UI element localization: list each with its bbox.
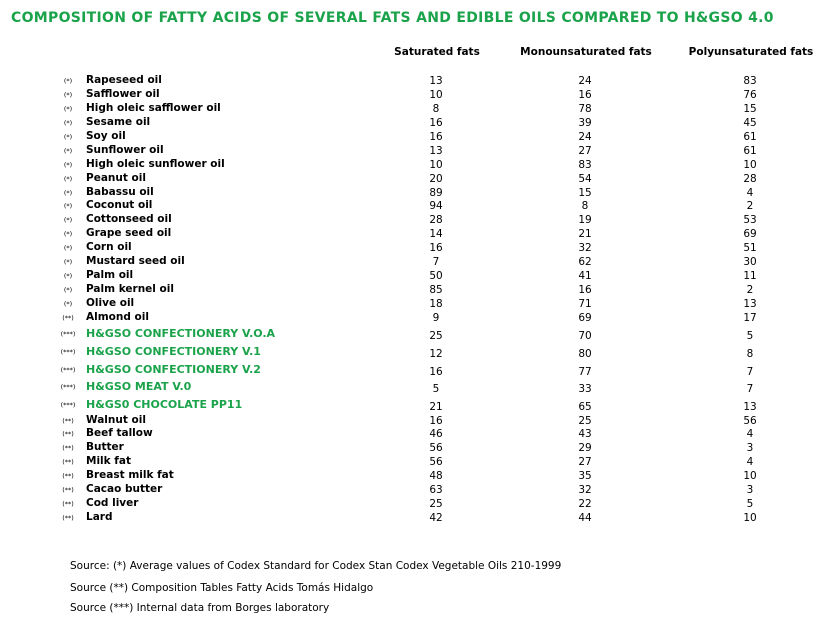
table-row — [0, 227, 819, 241]
monounsaturated-value: 24 — [578, 75, 592, 87]
oil-name: Babassu oil — [86, 186, 154, 198]
table-row — [0, 102, 819, 116]
source-marker: (**) — [62, 314, 74, 322]
saturated-value: 16 — [429, 366, 443, 378]
saturated-value: 14 — [429, 228, 443, 240]
polyunsaturated-value: 30 — [743, 256, 757, 268]
monounsaturated-value: 78 — [578, 103, 592, 115]
polyunsaturated-value: 2 — [746, 284, 754, 296]
saturated-value: 85 — [429, 284, 443, 296]
monounsaturated-value: 32 — [578, 484, 592, 496]
oil-name: Soy oil — [86, 130, 126, 142]
source-marker: (**) — [62, 417, 74, 425]
source-marker: (**) — [62, 430, 74, 438]
saturated-value: 56 — [429, 456, 443, 468]
oil-name: Sunflower oil — [86, 144, 164, 156]
table-row — [0, 414, 819, 428]
oil-name: High oleic safflower oil — [86, 102, 221, 114]
table-row — [0, 398, 819, 412]
saturated-value: 10 — [429, 89, 443, 101]
monounsaturated-value: 19 — [578, 214, 592, 226]
table-row — [0, 283, 819, 297]
monounsaturated-value: 16 — [578, 284, 592, 296]
polyunsaturated-value: 11 — [743, 270, 757, 282]
oil-name: Olive oil — [86, 297, 135, 309]
oil-name: Butter — [86, 441, 124, 453]
monounsaturated-value: 29 — [578, 442, 592, 454]
saturated-value: 5 — [432, 383, 440, 395]
polyunsaturated-value: 15 — [743, 103, 757, 115]
monounsaturated-value: 77 — [578, 366, 592, 378]
polyunsaturated-value: 7 — [746, 383, 754, 395]
polyunsaturated-value: 4 — [746, 428, 754, 440]
source-marker: (*) — [63, 147, 73, 155]
monounsaturated-value: 27 — [578, 145, 592, 157]
saturated-value: 63 — [429, 484, 443, 496]
saturated-value: 50 — [429, 270, 443, 282]
table-row — [0, 116, 819, 130]
source-marker: (**) — [62, 500, 74, 508]
product-name-highlighted: H&GSO MEAT V.0 — [86, 380, 192, 393]
page-title: COMPOSITION OF FATTY ACIDS OF SEVERAL FATS AND EDIBLE OILS COMPARED TO H&GSO 4.0 — [11, 10, 774, 26]
polyunsaturated-value: 5 — [746, 330, 754, 342]
saturated-value: 18 — [429, 298, 443, 310]
oil-name: Coconut oil — [86, 199, 153, 211]
table-row — [0, 172, 819, 186]
source-marker: (*) — [63, 91, 73, 99]
table-row — [0, 241, 819, 255]
monounsaturated-value: 39 — [578, 117, 592, 129]
source-marker: (***) — [60, 401, 76, 409]
table-row — [0, 269, 819, 283]
saturated-value: 21 — [429, 401, 443, 413]
polyunsaturated-value: 8 — [746, 348, 754, 360]
source-marker: (***) — [60, 383, 76, 391]
table-row — [0, 311, 819, 325]
source-marker: (*) — [63, 202, 73, 210]
oil-name: Cacao butter — [86, 483, 163, 495]
monounsaturated-value: 8 — [581, 200, 589, 212]
source-note-3: Source (***) Internal data from Borges laboratory — [70, 602, 330, 614]
saturated-value: 13 — [429, 145, 443, 157]
source-marker: (*) — [63, 230, 73, 238]
monounsaturated-value: 32 — [578, 242, 592, 254]
source-marker: (*) — [63, 77, 73, 85]
source-marker: (**) — [62, 444, 74, 452]
saturated-value: 16 — [429, 415, 443, 427]
column-header-saturated: Saturated fats — [394, 46, 480, 58]
source-marker: (**) — [62, 486, 74, 494]
saturated-value: 46 — [429, 428, 443, 440]
saturated-value: 16 — [429, 131, 443, 143]
polyunsaturated-value: 83 — [743, 75, 757, 87]
column-header-polyunsaturated: Polyunsaturated fats — [688, 46, 814, 58]
table-row — [0, 297, 819, 311]
saturated-value: 25 — [429, 498, 443, 510]
source-marker: (**) — [62, 458, 74, 466]
product-name-highlighted: H&GS0 CHOCOLATE PP11 — [86, 398, 243, 411]
source-marker: (*) — [63, 216, 73, 224]
oil-name: Sesame oil — [86, 116, 151, 128]
monounsaturated-value: 44 — [578, 512, 592, 524]
oil-name: Safflower oil — [86, 88, 160, 100]
polyunsaturated-value: 4 — [746, 456, 754, 468]
monounsaturated-value: 25 — [578, 415, 592, 427]
monounsaturated-value: 35 — [578, 470, 592, 482]
table-row — [0, 455, 819, 469]
monounsaturated-value: 21 — [578, 228, 592, 240]
source-marker: (*) — [63, 300, 73, 308]
table-row — [0, 511, 819, 525]
oil-name: Lard — [86, 511, 113, 523]
monounsaturated-value: 22 — [578, 498, 592, 510]
table-row — [0, 158, 819, 172]
polyunsaturated-value: 61 — [743, 145, 757, 157]
oil-name: Walnut oil — [86, 414, 146, 426]
polyunsaturated-value: 51 — [743, 242, 757, 254]
source-note-1: Source: (*) Average values of Codex Standard for Codex Stan Codex Vegetable Oils 210-1999 — [70, 560, 562, 572]
oil-name: Palm kernel oil — [86, 283, 174, 295]
saturated-value: 7 — [432, 256, 440, 268]
source-marker: (*) — [63, 161, 73, 169]
polyunsaturated-value: 13 — [743, 401, 757, 413]
polyunsaturated-value: 76 — [743, 89, 757, 101]
oil-name: Palm oil — [86, 269, 134, 281]
oil-name: Breast milk fat — [86, 469, 174, 481]
table-row — [0, 186, 819, 200]
monounsaturated-value: 43 — [578, 428, 592, 440]
polyunsaturated-value: 2 — [746, 200, 754, 212]
product-name-highlighted: H&GSO CONFECTIONERY V.1 — [86, 345, 261, 358]
table-row — [0, 144, 819, 158]
product-name-highlighted: H&GSO CONFECTIONERY V.O.A — [86, 327, 276, 340]
table-row — [0, 213, 819, 227]
monounsaturated-value: 69 — [578, 312, 592, 324]
polyunsaturated-value: 10 — [743, 470, 757, 482]
source-marker: (***) — [60, 366, 76, 374]
source-marker: (*) — [63, 175, 73, 183]
polyunsaturated-value: 13 — [743, 298, 757, 310]
polyunsaturated-value: 17 — [743, 312, 757, 324]
table-row — [0, 255, 819, 269]
monounsaturated-value: 24 — [578, 131, 592, 143]
saturated-value: 94 — [429, 200, 443, 212]
oil-name: Corn oil — [86, 241, 132, 253]
table-row — [0, 469, 819, 483]
source-marker: (*) — [63, 272, 73, 280]
polyunsaturated-value: 45 — [743, 117, 757, 129]
table-row — [0, 130, 819, 144]
polyunsaturated-value: 53 — [743, 214, 757, 226]
source-marker: (**) — [62, 472, 74, 480]
table-row — [0, 88, 819, 102]
monounsaturated-value: 27 — [578, 456, 592, 468]
saturated-value: 16 — [429, 117, 443, 129]
source-marker: (**) — [62, 514, 74, 522]
monounsaturated-value: 65 — [578, 401, 592, 413]
polyunsaturated-value: 3 — [746, 484, 754, 496]
oil-name: Grape seed oil — [86, 227, 172, 239]
oil-name: Mustard seed oil — [86, 255, 185, 267]
monounsaturated-value: 54 — [578, 173, 592, 185]
monounsaturated-value: 15 — [578, 187, 592, 199]
oil-name: Rapeseed oil — [86, 74, 162, 86]
polyunsaturated-value: 3 — [746, 442, 754, 454]
oil-name: Cod liver — [86, 497, 139, 509]
source-marker: (*) — [63, 189, 73, 197]
saturated-value: 8 — [432, 103, 440, 115]
monounsaturated-value: 33 — [578, 383, 592, 395]
source-marker: (*) — [63, 133, 73, 141]
table-row — [0, 345, 819, 359]
saturated-value: 48 — [429, 470, 443, 482]
table-row — [0, 327, 819, 341]
table-row — [0, 483, 819, 497]
monounsaturated-value: 62 — [578, 256, 592, 268]
polyunsaturated-value: 10 — [743, 159, 757, 171]
column-header-monounsaturated: Monounsaturated fats — [520, 46, 652, 58]
monounsaturated-value: 83 — [578, 159, 592, 171]
saturated-value: 89 — [429, 187, 443, 199]
polyunsaturated-value: 10 — [743, 512, 757, 524]
product-name-highlighted: H&GSO CONFECTIONERY V.2 — [86, 363, 261, 376]
saturated-value: 25 — [429, 330, 443, 342]
saturated-value: 28 — [429, 214, 443, 226]
polyunsaturated-value: 5 — [746, 498, 754, 510]
saturated-value: 20 — [429, 173, 443, 185]
source-marker: (*) — [63, 119, 73, 127]
oil-name: Peanut oil — [86, 172, 146, 184]
monounsaturated-value: 16 — [578, 89, 592, 101]
saturated-value: 9 — [432, 312, 440, 324]
oil-name: Cottonseed oil — [86, 213, 172, 225]
monounsaturated-value: 70 — [578, 330, 592, 342]
saturated-value: 13 — [429, 75, 443, 87]
saturated-value: 42 — [429, 512, 443, 524]
oil-name: High oleic sunflower oil — [86, 158, 225, 170]
oil-name: Beef tallow — [86, 427, 153, 439]
source-marker: (*) — [63, 258, 73, 266]
source-marker: (*) — [63, 105, 73, 113]
monounsaturated-value: 71 — [578, 298, 592, 310]
saturated-value: 56 — [429, 442, 443, 454]
table-row — [0, 199, 819, 213]
polyunsaturated-value: 4 — [746, 187, 754, 199]
polyunsaturated-value: 61 — [743, 131, 757, 143]
saturated-value: 12 — [429, 348, 443, 360]
polyunsaturated-value: 7 — [746, 366, 754, 378]
table-row — [0, 380, 819, 394]
source-marker: (*) — [63, 286, 73, 294]
table-row — [0, 441, 819, 455]
source-marker: (*) — [63, 244, 73, 252]
monounsaturated-value: 41 — [578, 270, 592, 282]
saturated-value: 16 — [429, 242, 443, 254]
table-row — [0, 427, 819, 441]
oil-name: Milk fat — [86, 455, 131, 467]
polyunsaturated-value: 28 — [743, 173, 757, 185]
polyunsaturated-value: 69 — [743, 228, 757, 240]
table-row — [0, 497, 819, 511]
source-marker: (***) — [60, 348, 76, 356]
saturated-value: 10 — [429, 159, 443, 171]
table-row — [0, 363, 819, 377]
monounsaturated-value: 80 — [578, 348, 592, 360]
source-marker: (***) — [60, 330, 76, 338]
source-note-2: Source (**) Composition Tables Fatty Acids Tomás Hidalgo — [70, 582, 374, 594]
polyunsaturated-value: 56 — [743, 415, 757, 427]
table-row — [0, 74, 819, 88]
oil-name: Almond oil — [86, 311, 149, 323]
